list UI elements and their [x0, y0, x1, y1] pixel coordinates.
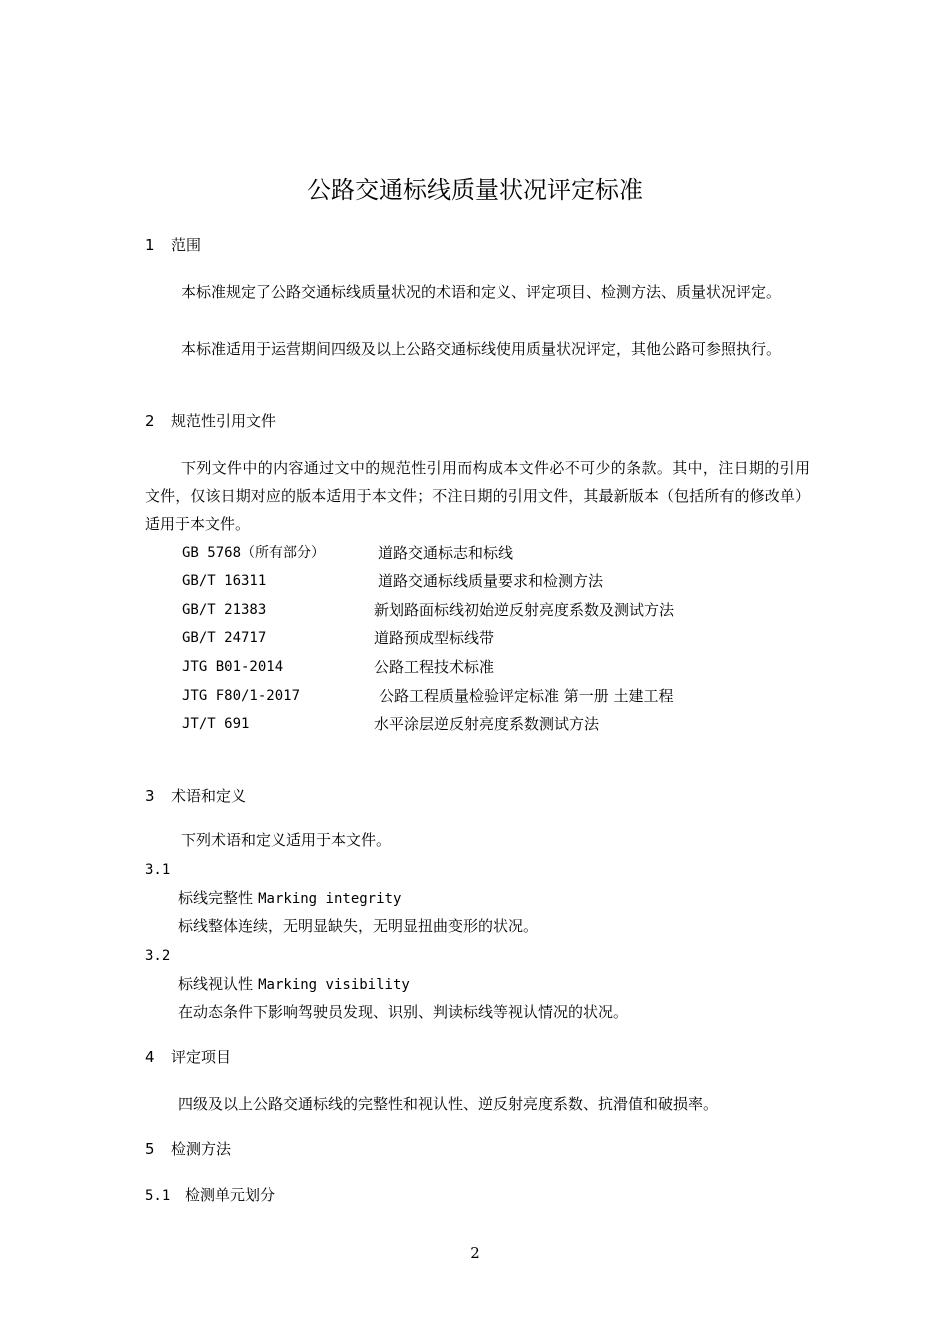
reference-title: 新划路面标线初始逆反射亮度系数及测试方法 [374, 601, 675, 619]
section-title: 范围 [171, 236, 202, 254]
section-5-heading [145, 1142, 231, 1157]
reference-title: 公路工程质量检验评定标准 第一册 土建工程 [379, 687, 674, 705]
section-title: 检测方法 [171, 1140, 232, 1158]
term-name: 标线视认性 [178, 975, 254, 993]
reference-code: GB/T 21383 [182, 602, 267, 618]
reference-code: GB 5768（所有部分） [182, 545, 326, 561]
reference-code: JT/T 691 [182, 716, 250, 732]
section-4-heading [145, 1050, 231, 1065]
term-number: 3.1 [145, 862, 171, 878]
reference-code: GB/T 16311 [182, 573, 267, 589]
section-title: 术语和定义 [171, 787, 247, 805]
section-3-heading [145, 789, 246, 804]
section-2-paragraph-1: 下列文件中的内容通过文中的规范性引用而构成本文件必不可少的条款。其中，注日期的引用文件，仅该日期对应的版本适用于本文件；不注日期的引用文件，其最新版本（包括所有的修改单）适用于本文件。 [145, 459, 810, 533]
subsection-number: 5.1 [145, 1188, 171, 1204]
section-title: 评定项目 [171, 1048, 232, 1066]
page-number: 2 [470, 1244, 480, 1262]
section-number: 2 [145, 412, 155, 430]
term-definition: 在动态条件下影响驾驶员发现、识别、判读标线等视认情况的状况。 [178, 1003, 629, 1021]
term-english: Marking integrity [258, 891, 402, 907]
section-2-heading [145, 414, 276, 429]
reference-title: 公路工程技术标准 [374, 658, 495, 676]
reference-code: JTG F80/1-2017 [182, 688, 301, 704]
subsection-title: 检测单元划分 [185, 1186, 276, 1204]
reference-title: 道路预成型标线带 [374, 629, 495, 647]
term-english: Marking visibility [258, 977, 410, 993]
section-4-paragraph-1: 四级及以上公路交通标线的完整性和视认性、逆反射亮度系数、抗滑值和破损率。 [178, 1095, 719, 1113]
section-3-paragraph-1: 下列术语和定义适用于本文件。 [181, 831, 392, 849]
section-1-heading [145, 238, 201, 253]
term-definition: 标线整体连续，无明显缺失，无明显扭曲变形的状况。 [178, 917, 539, 935]
section-1-paragraph-2: 本标准适用于运营期间四级及以上公路交通标线使用质量状况评定，其他公路可参照执行。 [181, 340, 782, 358]
term-name: 标线完整性 [178, 889, 254, 907]
document-title: 公路交通标线质量状况评定标准 [307, 176, 643, 204]
reference-title: 道路交通标线质量要求和检测方法 [378, 572, 604, 590]
reference-title: 道路交通标志和标线 [378, 544, 514, 562]
section-number: 3 [145, 787, 155, 805]
section-1-paragraph-1: 本标准规定了公路交通标线质量状况的术语和定义、评定项目、检测方法、质量状况评定。 [181, 283, 782, 301]
reference-code: GB/T 24717 [182, 630, 267, 646]
term-heading [178, 976, 410, 992]
term-number: 3.2 [145, 948, 171, 964]
section-number: 1 [145, 236, 155, 254]
subsection-5-1-heading [145, 1187, 275, 1203]
term-heading [178, 890, 401, 906]
reference-title: 水平涂层逆反射亮度系数测试方法 [374, 715, 600, 733]
section-number: 5 [145, 1140, 155, 1158]
reference-code: JTG B01-2014 [182, 659, 284, 675]
section-number: 4 [145, 1048, 155, 1066]
section-title: 规范性引用文件 [171, 412, 277, 430]
